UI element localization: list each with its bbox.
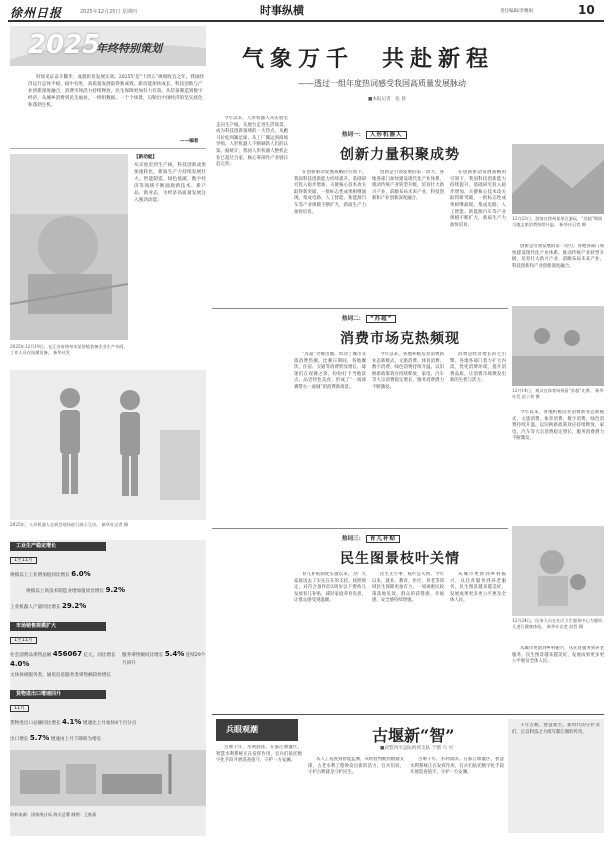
keyword-label: 热词三： 育儿补贴 [342, 534, 400, 542]
stats-month: 11月 [10, 704, 29, 712]
photo-industrial-park [10, 154, 128, 340]
sidebar [10, 26, 206, 836]
masthead-rule [8, 20, 604, 22]
stats-heading: 市场销售规模扩大 [10, 622, 106, 631]
article-column: 在创新驱动发展战略的引领下，我国科技创新能力持续提升。基础研究投入稳步增加，关键核心技术攻关取得新突破，一批标志性成果相继涌现。集成电路、人工智能、新能源汽车等产业规模不断扩大，新质生产力加快培育。 [450, 170, 506, 228]
stat-high-tech: 规模以上高技术制造业增加值同比增长 9.2% [26, 586, 125, 594]
article-column: 消费是经济增长的主引擎。各地各部门着力扩大内需，优化消费环境，提升消费品质，让消费市场焕发出新的生机与活力。 [450, 352, 506, 384]
keyword-tag: “苏超” [366, 315, 396, 323]
tourism-image [512, 144, 604, 214]
keyword-tag: 育儿补贴 [366, 535, 400, 543]
industrial-park-image [10, 154, 128, 340]
masthead [0, 0, 612, 24]
subheadline: ——透过一组年度热词感受我国高质量发展脉动 [298, 79, 466, 88]
photo-caption: 12月23日，游客在徐州某景区游玩，“苏超”期间当地文旅消费持续升温。 新华社记者 摄 [512, 216, 603, 227]
section-heading: 消费市场克热频现 [340, 331, 460, 347]
stats-heading: 货物进出口增速回升 [10, 690, 106, 699]
stats-month: 1至11月 [10, 636, 37, 644]
article-column: 从城市更新到乡村振兴，从托育服务到养老服务，民生图景越来越美好，发展成果更多更公平惠及全体人民。 [450, 572, 506, 604]
article-column: 从城市更新到乡村振兴，从托育服务到养老服务，民生图景越来越美好，发展成果更多更公平惠及全体人民。 [512, 646, 604, 665]
feature-column: 从人工巡查到智能监测，从经验判断到数据支撑，古老水利工程焕发出新的活力。官兵们说，守护古堰就是守护民生。 [308, 757, 404, 776]
article-column: “苏超”火爆出圈，带动了城市文旅消费热潮。比赛日期间，各地餐饮、住宿、交通等消费明显增长，球迷们在观赛之余，纷纷打卡当地景点、品尝特色美食，形成了“一场球赛带火一座城”的消费新场景。 [294, 352, 366, 390]
article-column: 育儿补贴制度实施以来，为广大家庭送去了实实在在的支持。按照规定，对符合条件的3周岁以下婴幼儿发放育儿补贴，减轻家庭养育负担，让群众感受到温暖。 [294, 572, 366, 604]
stat-retail-sales: 社会消费品零售总额 456067 亿元，同比增长 4.0% [10, 650, 116, 668]
photo-caption: 2025年，人形机器人在展会现场进行展示互动。 新华社记者 摄 [10, 522, 129, 527]
intro-text: 时间见证奋斗脚步，成就彰显发展实效。2025年是“十四五”规划收官之年，我国经济运行总体平稳、稳中有进，高质量发展取得新成效。新动能加快成长，科技创新与产业创新深度融合，消费市场活力持续释放，民生保障更加有力有效。从装备制造到数字经济，从城乡消费到民生福祉，一组组数据、一个个场景，勾勒出中国经济的坚实底色和蓬勃生机。 [28, 75, 204, 108]
stats-heading: 工业生产稳定增长 [10, 542, 106, 551]
section-heading: 民生图景枝叶关情 [340, 551, 460, 567]
section-title: 时事纵横 [260, 4, 304, 17]
newspaper-logo: 徐州日报 [10, 6, 63, 20]
byline: ■本报记者 张 晨 [368, 97, 406, 102]
special-banner [10, 26, 206, 66]
healthcare-image [512, 526, 604, 616]
banner-text: 年终特别策划 [96, 42, 162, 55]
feature-title: 古堰新“智” [372, 726, 455, 745]
keyword-label: 热词二： “苏超” [342, 314, 396, 322]
section-heading: 创新力量积聚成势 [340, 147, 460, 163]
photo-football [512, 306, 604, 386]
intro-author: ——编者 [180, 139, 199, 144]
article-column: 创新是引领发展的第一动力。各地各部门加快建设现代化产业体系，推动传统产业转型升级，培育壮大新兴产业，前瞻布局未来产业，科技创新和产业创新深度融合。 [512, 244, 604, 269]
photo-caption: 12月14日，观众在体育场观看“苏超”比赛。 新华社发 赵子荷 摄 [512, 388, 604, 399]
stats-source: 资料来源：国家统计局 海关总署 制图：王秋燕 [10, 812, 97, 817]
article-column: 民生无小事，枝叶总关情。今年以来，就业、教育、医疗、养老等领域民生保障更加有力，一项项惠民政策落地见效，群众的获得感、幸福感、安全感持续增强。 [372, 572, 444, 604]
keyword-label: 热词一： 人形机器人 [342, 130, 407, 138]
editor-credit: 责任编辑/李雅娟 [500, 9, 534, 14]
robots-image [10, 370, 206, 520]
photo-caption: 2025年12月19日，在江苏省徐州市某智能装备企业生产车间，工作人员在检测设备。 新华社发 [10, 344, 128, 355]
port-image [10, 750, 206, 806]
football-image [512, 306, 604, 386]
divider [10, 148, 206, 149]
photo-robots [10, 370, 206, 520]
feature-column: 古堰千年，水利润泽。在都江堰灌区，智慧水利系统正在发挥作用，官兵们依托数字化手段开展巡查值守，守护一方安澜。 [410, 757, 504, 776]
photo-tourism [512, 144, 604, 214]
stat-industry-value-added: 规模以上工业增加值同比增长 6.0% [10, 570, 91, 578]
issue-date: 2025年12月25日 星期四 [80, 9, 138, 15]
keyword-tag: 人形机器人 [366, 131, 407, 139]
stat-exports: 出口增长 5.7% 增速由上月下降转为增长 [10, 734, 102, 742]
headline: 气象万千 共赴新程 [242, 46, 495, 72]
main-article [212, 26, 604, 836]
sidebar-article: 【新动能】 从实验室到生产线，科技创新成果加速转化，新质生产力持续发展壮大。智能制造、绿色低碳、数字经济等领域不断涌现新技术、新产品、新业态，为经济高质量发展注入强劲动能。 [134, 155, 206, 203]
article-column: 在创新驱动发展战略的引领下，我国科技创新能力持续提升。基础研究投入稳步增加，关键核心技术攻关取得新突破，一批标志性成果相继涌现。集成电路、人工智能、新能源汽车等产业规模不断扩大，新质生产力加快培育。 [294, 170, 366, 215]
divider [212, 308, 508, 309]
feature-byline: ■武警四川总队阿坝支队 于熠 马 可 [380, 746, 454, 751]
feature-logo: 兵眼观潮 [216, 719, 298, 741]
stats-month: 1至11月 [10, 556, 37, 564]
stat-trade-total: 货物进出口总额同比增长 4.1% 增速比上月加快4个百分点 [10, 718, 137, 726]
photo-port [10, 750, 206, 806]
page-number: 10 [578, 3, 595, 17]
stat-service-retail: 服务零售额同比增长 5.4% 连续29个月回升 [122, 650, 206, 666]
article-column: 今年以来，各地积极培育消费新业态新模式，文旅消费、体育消费、数字消费、绿色消费持续升温。以旧换新政策效应持续释放，家电、汽车等大宗消费稳定增长，服务消费潜力不断激发。 [512, 410, 604, 442]
article-column: 今年以来，人形机器人从实验室走向生产线、从展台走进生活场景，成为科技创新领域的一大热点。从跑马拉松到踢足球，从工厂搬运到商场导购，人形机器人不断刷新人们的认知。据统计，我国人形机器人整机企业已超过百家，核心零部件产业链日趋完善。 [216, 116, 288, 168]
photo-caption: 12月24日，医务人员在社区卫生服务中心为婴幼儿进行健康体检。 新华社记者 赵哲 摄 [512, 618, 603, 629]
feature-column: 古堰千年，水利润泽。在都江堰灌区，智慧水利系统正在发挥作用，官兵们依托数字化手段开展巡查值守，守护一方安澜。 [216, 745, 302, 764]
divider [212, 528, 508, 529]
article-column: 创新是引领发展的第一动力。各地各部门加快建设现代化产业体系，推动传统产业转型升级，培育壮大新兴产业，前瞻布局未来产业，科技创新和产业创新深度融合。 [372, 170, 444, 202]
feature-box [212, 714, 604, 836]
stat-service-categories: 文体休闲服务类、通讯信息服务类零售额较快增长 [10, 673, 112, 678]
stat-robots: 工业机器人产量同比增长 29.2% [10, 602, 87, 610]
banner-year: 2025 [28, 30, 101, 60]
feature-column: 千年古堰，智慧新生。新时代的守护者们，正以科技之力续写都江堰的传奇。 [512, 723, 600, 735]
article-column: 今年以来，各地积极培育消费新业态新模式，文旅消费、体育消费、数字消费、绿色消费持续升温。以旧换新政策效应持续释放，家电、汽车等大宗消费稳定增长，服务消费潜力不断激发。 [372, 352, 444, 390]
sub-head: 【新动能】 [134, 155, 157, 160]
photo-healthcare [512, 526, 604, 616]
